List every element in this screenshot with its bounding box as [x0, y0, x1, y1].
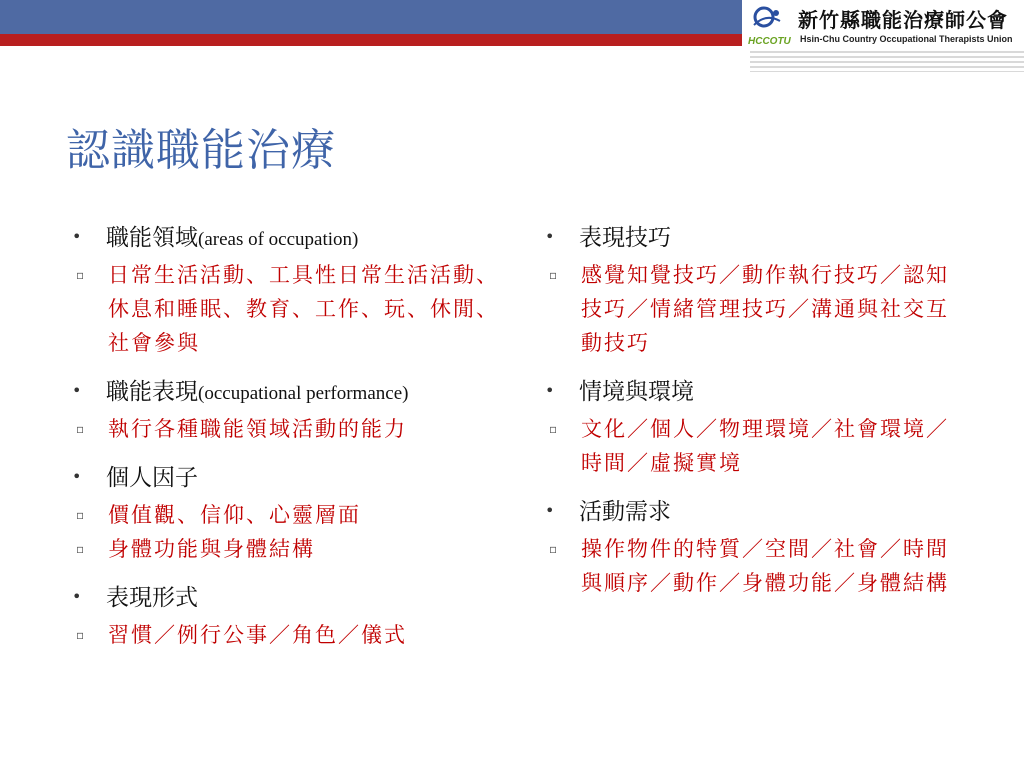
- bullet-heading: [545, 494, 965, 532]
- bullet-label: 表現形式: [106, 585, 198, 611]
- bullet-heading: [72, 460, 512, 498]
- bullet-label: 職能領域(areas of occupation): [106, 225, 359, 251]
- left-column: [72, 220, 512, 666]
- bullet-item: [545, 494, 965, 600]
- bullet-heading: [72, 374, 512, 412]
- bullet-item: [72, 374, 512, 446]
- bullet-dot-icon: •: [72, 587, 82, 606]
- bullet-item: [545, 220, 965, 360]
- bullet-item: [545, 374, 965, 480]
- bullet-heading: [545, 220, 965, 258]
- sub-bullet: [72, 412, 512, 446]
- sub-bullet-text: 日常生活活動、工具性日常生活活動、休息和睡眠、教育、工作、玩、休閒、社會參與: [108, 263, 499, 355]
- bullet-label: 職能表現(occupational performance): [106, 379, 409, 405]
- bullet-label: 表現技巧: [579, 225, 671, 251]
- sub-bullet: [545, 258, 965, 360]
- bullet-dot-icon: •: [545, 381, 555, 400]
- bullet-label-english: (occupational performance): [198, 383, 409, 404]
- square-bullet-icon: ▫: [76, 508, 87, 522]
- square-bullet-icon: ▫: [549, 268, 560, 282]
- sub-bullet: [545, 532, 965, 600]
- sub-bullet: [72, 258, 512, 360]
- sub-bullet: [72, 618, 512, 652]
- logo-mark-text: HCCOTU: [748, 36, 791, 47]
- sub-bullet-text: 身體功能與身體結構: [108, 537, 315, 561]
- bullet-heading: [545, 374, 965, 412]
- bullet-label: 個人因子: [106, 465, 198, 491]
- bullet-item: [72, 460, 512, 566]
- bullet-label: 活動需求: [579, 499, 671, 525]
- sub-bullet: [545, 412, 965, 480]
- sub-bullet-text: 文化／個人／物理環境／社會環境／時間／虛擬實境: [581, 417, 949, 475]
- square-bullet-icon: ▫: [76, 422, 87, 436]
- square-bullet-icon: ▫: [549, 542, 560, 556]
- bullet-item: [72, 220, 512, 360]
- bullet-dot-icon: •: [72, 467, 82, 486]
- sub-bullet: [72, 532, 512, 566]
- sub-bullet-text: 感覺知覺技巧／動作執行技巧／認知技巧／情緒管理技巧／溝通與社交互動技巧: [581, 263, 949, 355]
- bullet-label-english: (areas of occupation): [198, 229, 359, 250]
- square-bullet-icon: ▫: [76, 268, 87, 282]
- square-bullet-icon: ▫: [76, 628, 87, 642]
- sub-bullet-text: 執行各種職能領域活動的能力: [108, 417, 407, 441]
- bullet-label: 情境與環境: [579, 379, 694, 405]
- sub-bullet-text: 習慣／例行公事／角色／儀式: [108, 623, 407, 647]
- right-column: [545, 220, 965, 614]
- sub-bullet: [72, 498, 512, 532]
- bullet-dot-icon: •: [72, 381, 82, 400]
- slide-title: 認識職能治療: [66, 125, 336, 176]
- square-bullet-icon: ▫: [549, 422, 560, 436]
- bullet-heading: [72, 580, 512, 618]
- bullet-dot-icon: •: [545, 501, 555, 520]
- sub-bullet-text: 價值觀、信仰、心靈層面: [108, 503, 361, 527]
- union-logo-icon: [746, 3, 794, 47]
- square-bullet-icon: ▫: [76, 542, 87, 556]
- union-name-english: Hsin-Chu Country Occupational Therapists Union: [800, 34, 1013, 44]
- bullet-item: [72, 580, 512, 652]
- bullet-dot-icon: •: [545, 227, 555, 246]
- sub-bullet-text: 操作物件的特質／空間／社會／時間與順序／動作／身體功能／身體結構: [581, 537, 949, 595]
- bullet-heading: [72, 220, 512, 258]
- union-name-chinese: 新竹縣職能治療師公會: [798, 8, 1008, 32]
- bullet-dot-icon: •: [72, 227, 82, 246]
